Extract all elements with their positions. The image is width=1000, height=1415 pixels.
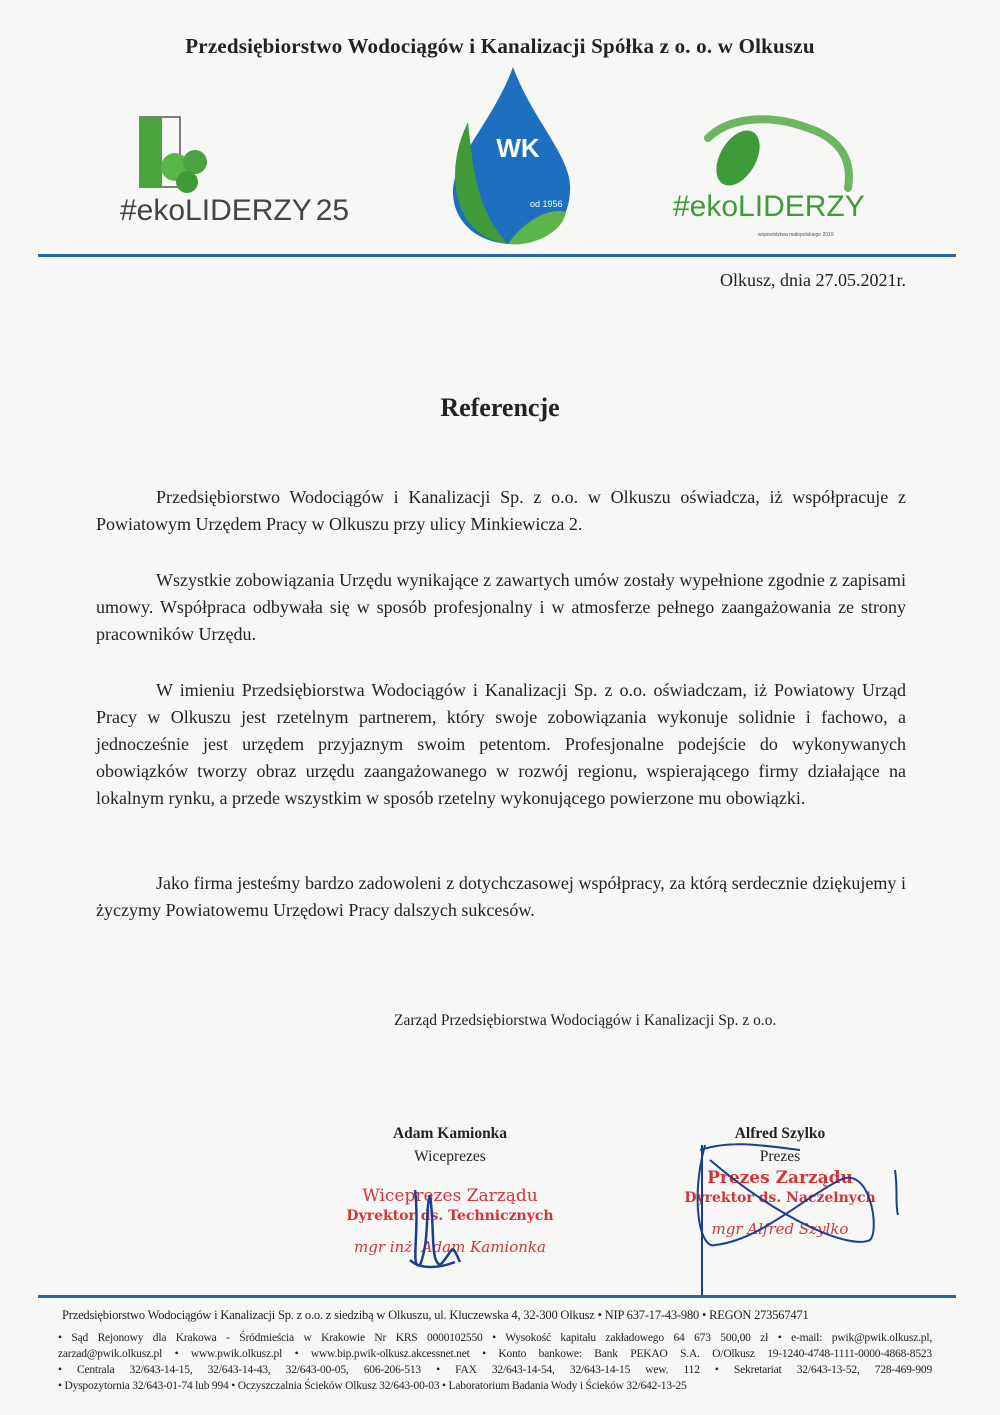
footer-rule: [38, 1295, 956, 1298]
svg-text:od 1956: od 1956: [530, 199, 563, 209]
paragraph: Wszystkie zobowiązania Urzędu wynikające z zawartych umów zostały wypełnione zgodnie z zapisami umowy. Współpraca odbywała się w sposób profesjonalny i w atmosferze pełnego zaangażowania ze strony pracowników Urzędu.: [96, 570, 906, 644]
footer-line: zarzad@pwik.olkusz.pl • www.pwik.olkusz.pl • www.bip.pwik-olkusz.akcessnet.net • Konto bankowe: Bank PEKAO S.A. O/Olkusz 19-1240-4748-1111-0000-4868-8523: [58, 1348, 932, 1360]
footer-line: • Sąd Rejonowy dla Krakowa - Śródmieścia w Krakowie Nr KRS 0000102550 • Wysokość kapitału zakładowego 64 673 500,00 zł • e-mail: pwik@pwik.olkusz.pl,: [58, 1332, 932, 1344]
signatory-name: Adam Kamionka: [392, 1125, 508, 1142]
stamp-subtitle: Dyrektor ds. Naczelnych: [684, 1190, 876, 1206]
svg-text:#ekoLIDERZY: #ekoLIDERZY: [673, 190, 865, 223]
letter-date: Olkusz, dnia 27.05.2021r.: [720, 270, 906, 290]
company-header: Przedsiębiorstwo Wodociągów i Kanalizacji Spółka z o. o. w Olkuszu: [185, 34, 815, 58]
stamp-subtitle: Dyrektor ds. Technicznych: [346, 1208, 554, 1224]
letter-title: Referencje: [440, 393, 560, 422]
stamp-title: Prezes Zarządu: [707, 1168, 853, 1188]
paragraph: W imieniu Przedsiębiorstwa Wodociągów i Kanalizacji Sp. z o.o. oświadczam, iż Powiatowy Urząd Pracy w Olkuszu jest rzetelnym partnerem, który swoje zobowiązania wykonuje solidnie i fachowo, a jednocześnie jest urzędem przyjaznym swoim petentom. Profesjonalne podejście do wykonywanych obowiązków tworzy obraz urzędu zaangażowanego w rozwój regionu, wspierającego firmy działające na lokalnym rynku, a przede wszystkim w sposób rzetelny wykonującego powierzone mu obowiązki.: [96, 680, 906, 808]
signatory-name: Alfred Szylko: [734, 1125, 826, 1142]
footer-line: • Dyspozytornia 32/643-01-74 lub 994 • Oczyszczalnia Ścieków Olkusz 32/643-00-03 • Laboratorium Badania Wody i Ścieków 32/642-13-25: [58, 1380, 687, 1392]
paragraph: Przedsiębiorstwo Wodociągów i Kanalizacji Sp. z o.o. w Olkuszu oświadcza, iż współpracuje z Powiatowym Urzędem Pracy w Olkuszu przy ulicy Minkiewicza 2.: [96, 487, 906, 534]
signatory-role: Prezes: [759, 1148, 801, 1165]
stamp-name: mgr Alfred Szylko: [711, 1220, 849, 1238]
footer-details: [58, 1330, 932, 1394]
paragraph: Jako firma jesteśmy bardzo zadowoleni z dotychczasowej współpracy, za którą serdecznie dziękujemy i życzymy Powiatowemu Urzędowi Pracy dalszych sukcesów.: [96, 873, 906, 920]
signatory-role: Wiceprezes: [414, 1148, 486, 1165]
footer-company-info: Przedsiębiorstwo Wodociągów i Kanalizacji Sp. z o.o. z siedzibą w Olkuszu, ul. Kluczewska 4, 32-300 Olkusz • NIP 637-17-43-980 • REGON 273567471: [62, 1308, 809, 1322]
footer-line: • Centrala 32/643-14-15, 32/643-14-43, 32/643-00-05, 606-206-513 • FAX 32/643-14-54, 32/643-14-15 wew. 112 • Sekretariat 32/643-13-52, 728-469-909: [58, 1364, 932, 1376]
stamp-title: Wiceprezes Zarządu: [362, 1186, 538, 1206]
stamp-name: mgr inż. Adam Kamionka: [354, 1238, 546, 1256]
svg-text:województwa małopolskiego 2019: województwa małopolskiego 2019: [758, 232, 834, 238]
svg-text:WK: WK: [496, 133, 540, 163]
closing-line: Zarząd Przedsiębiorstwa Wodociągów i Kanalizacji Sp. z o.o.: [394, 1012, 777, 1029]
ekoliderzy-25-wordmark: #ekoLIDERZY 25: [120, 194, 350, 227]
